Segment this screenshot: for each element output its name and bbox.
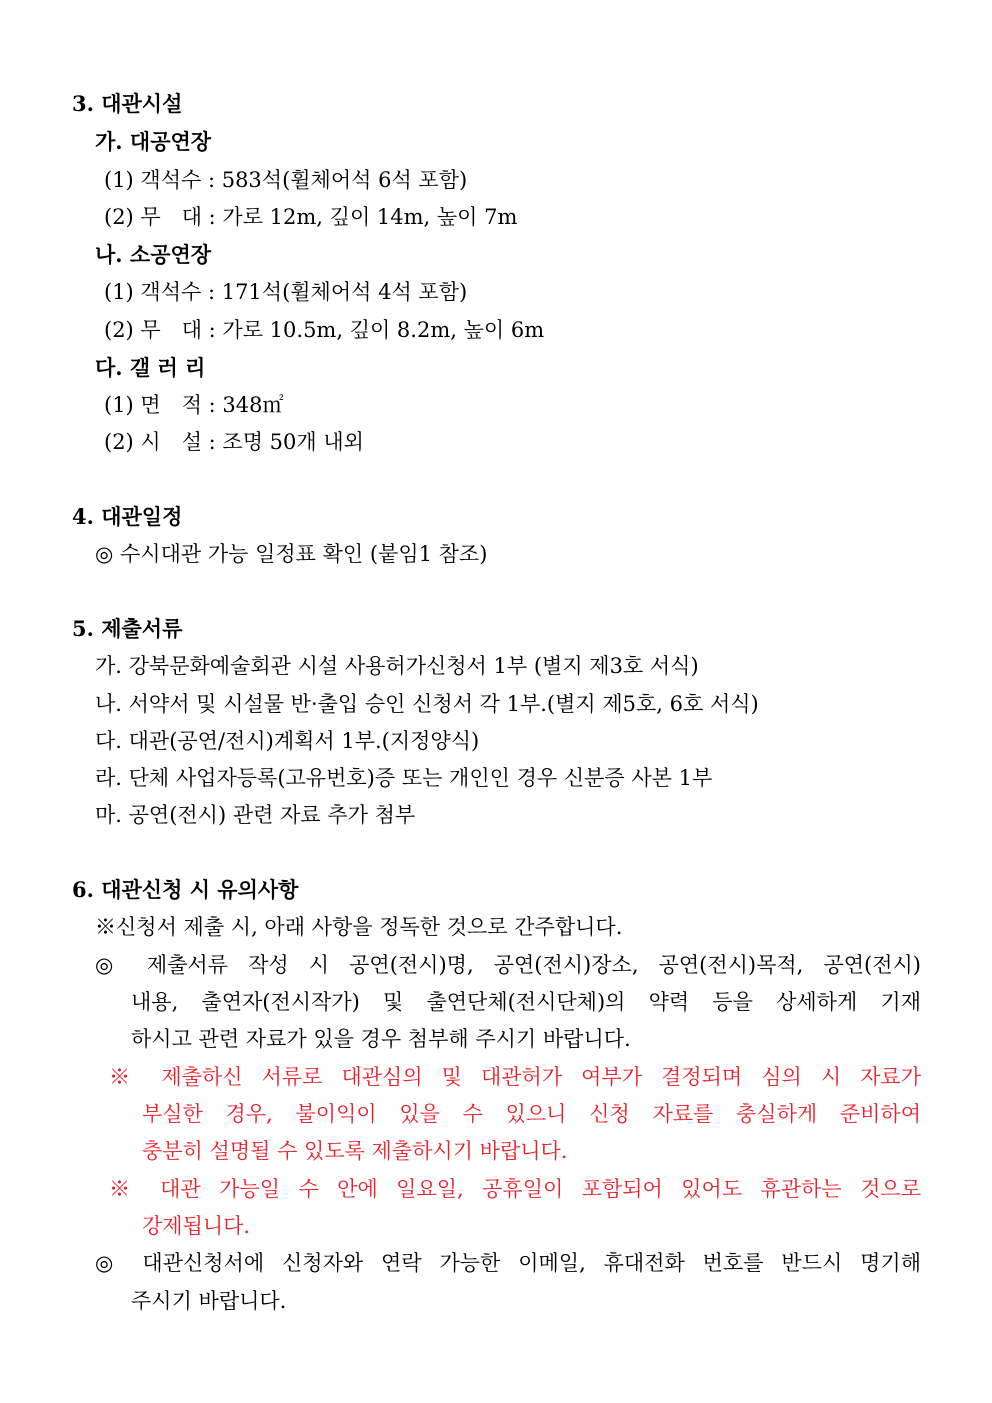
section-5-item-4: 라. 단체 사업자등록(고유번호)증 또는 개인인 경우 신분증 사본 1부 (95, 766, 713, 790)
section-3c-item-1: (1) 면 적 : 348㎡ (104, 393, 284, 417)
notice-1-line-1: ※ 제출하신 서류로 대관심의 및 대관허가 여부가 결정되며 심의 시 자료가 (109, 1065, 921, 1089)
section-3-title: 3. 대관시설 (72, 91, 183, 116)
section-4-item-1: ◎ 수시대관 가능 일정표 확인 (붙임1 참조) (95, 542, 488, 566)
section-6-para-1-line-2: 내용, 출연자(전시작가) 및 출연단체(전시단체)의 약력 등을 상세하게 기재 (131, 990, 921, 1014)
section-3a-item-1: (1) 객석수 : 583석(휠체어석 6석 포함) (104, 168, 468, 192)
section-4-title: 4. 대관일정 (72, 504, 183, 529)
section-6-intro: ※신청서 제출 시, 아래 사항을 정독한 것으로 간주합니다. (95, 915, 623, 939)
section-5-title: 5. 제출서류 (72, 616, 183, 641)
section-6-para-2-line-1: ◎ 대관신청서에 신청자와 연락 가능한 이메일, 휴대전화 번호를 반드시 명기해 (95, 1251, 921, 1275)
section-3a-title: 가. 대공연장 (95, 129, 212, 154)
notice-1-line-3: 충분히 설명될 수 있도록 제출하시기 바랍니다. (142, 1139, 568, 1163)
section-3c-item-2: (2) 시 설 : 조명 50개 내외 (104, 430, 364, 454)
section-3a-item-2: (2) 무 대 : 가로 12m, 깊이 14m, 높이 7m (104, 205, 518, 229)
section-3b-item-2: (2) 무 대 : 가로 10.5m, 깊이 8.2m, 높이 6m (104, 318, 545, 342)
section-3b-title: 나. 소공연장 (95, 242, 212, 267)
section-5-item-1: 가. 강북문화예술회관 시설 사용허가신청서 1부 (별지 제3호 서식) (95, 654, 699, 678)
section-3b-item-1: (1) 객석수 : 171석(휠체어석 4석 포함) (104, 280, 468, 304)
section-6-para-1-line-1: ◎ 제출서류 작성 시 공연(전시)명, 공연(전시)장소, 공연(전시)목적, 공연(전시) (95, 953, 921, 977)
section-5-item-5: 마. 공연(전시) 관련 자료 추가 첨부 (95, 803, 416, 827)
notice-1-line-2: 부실한 경우, 불이익이 있을 수 있으니 신청 자료를 충실하게 준비하여 (142, 1102, 921, 1126)
notice-2-line-2: 강제됩니다. (142, 1214, 251, 1238)
section-5-item-3: 다. 대관(공연/전시)계획서 1부.(지정양식) (95, 729, 480, 753)
section-3c-title: 다. 갤 러 리 (95, 355, 206, 380)
notice-2-line-1: ※ 대관 가능일 수 안에 일요일, 공휴일이 포함되어 있어도 휴관하는 것으로 (109, 1177, 921, 1201)
section-5-item-2: 나. 서약서 및 시설물 반·출입 승인 신청서 각 1부.(별지 제5호, 6호 서식) (95, 692, 759, 716)
section-6-title: 6. 대관신청 시 유의사항 (72, 877, 299, 902)
section-6-para-2-line-2: 주시기 바랍니다. (131, 1289, 287, 1313)
section-6-para-1-line-3: 하시고 관련 자료가 있을 경우 첨부해 주시기 바랍니다. (131, 1027, 631, 1051)
